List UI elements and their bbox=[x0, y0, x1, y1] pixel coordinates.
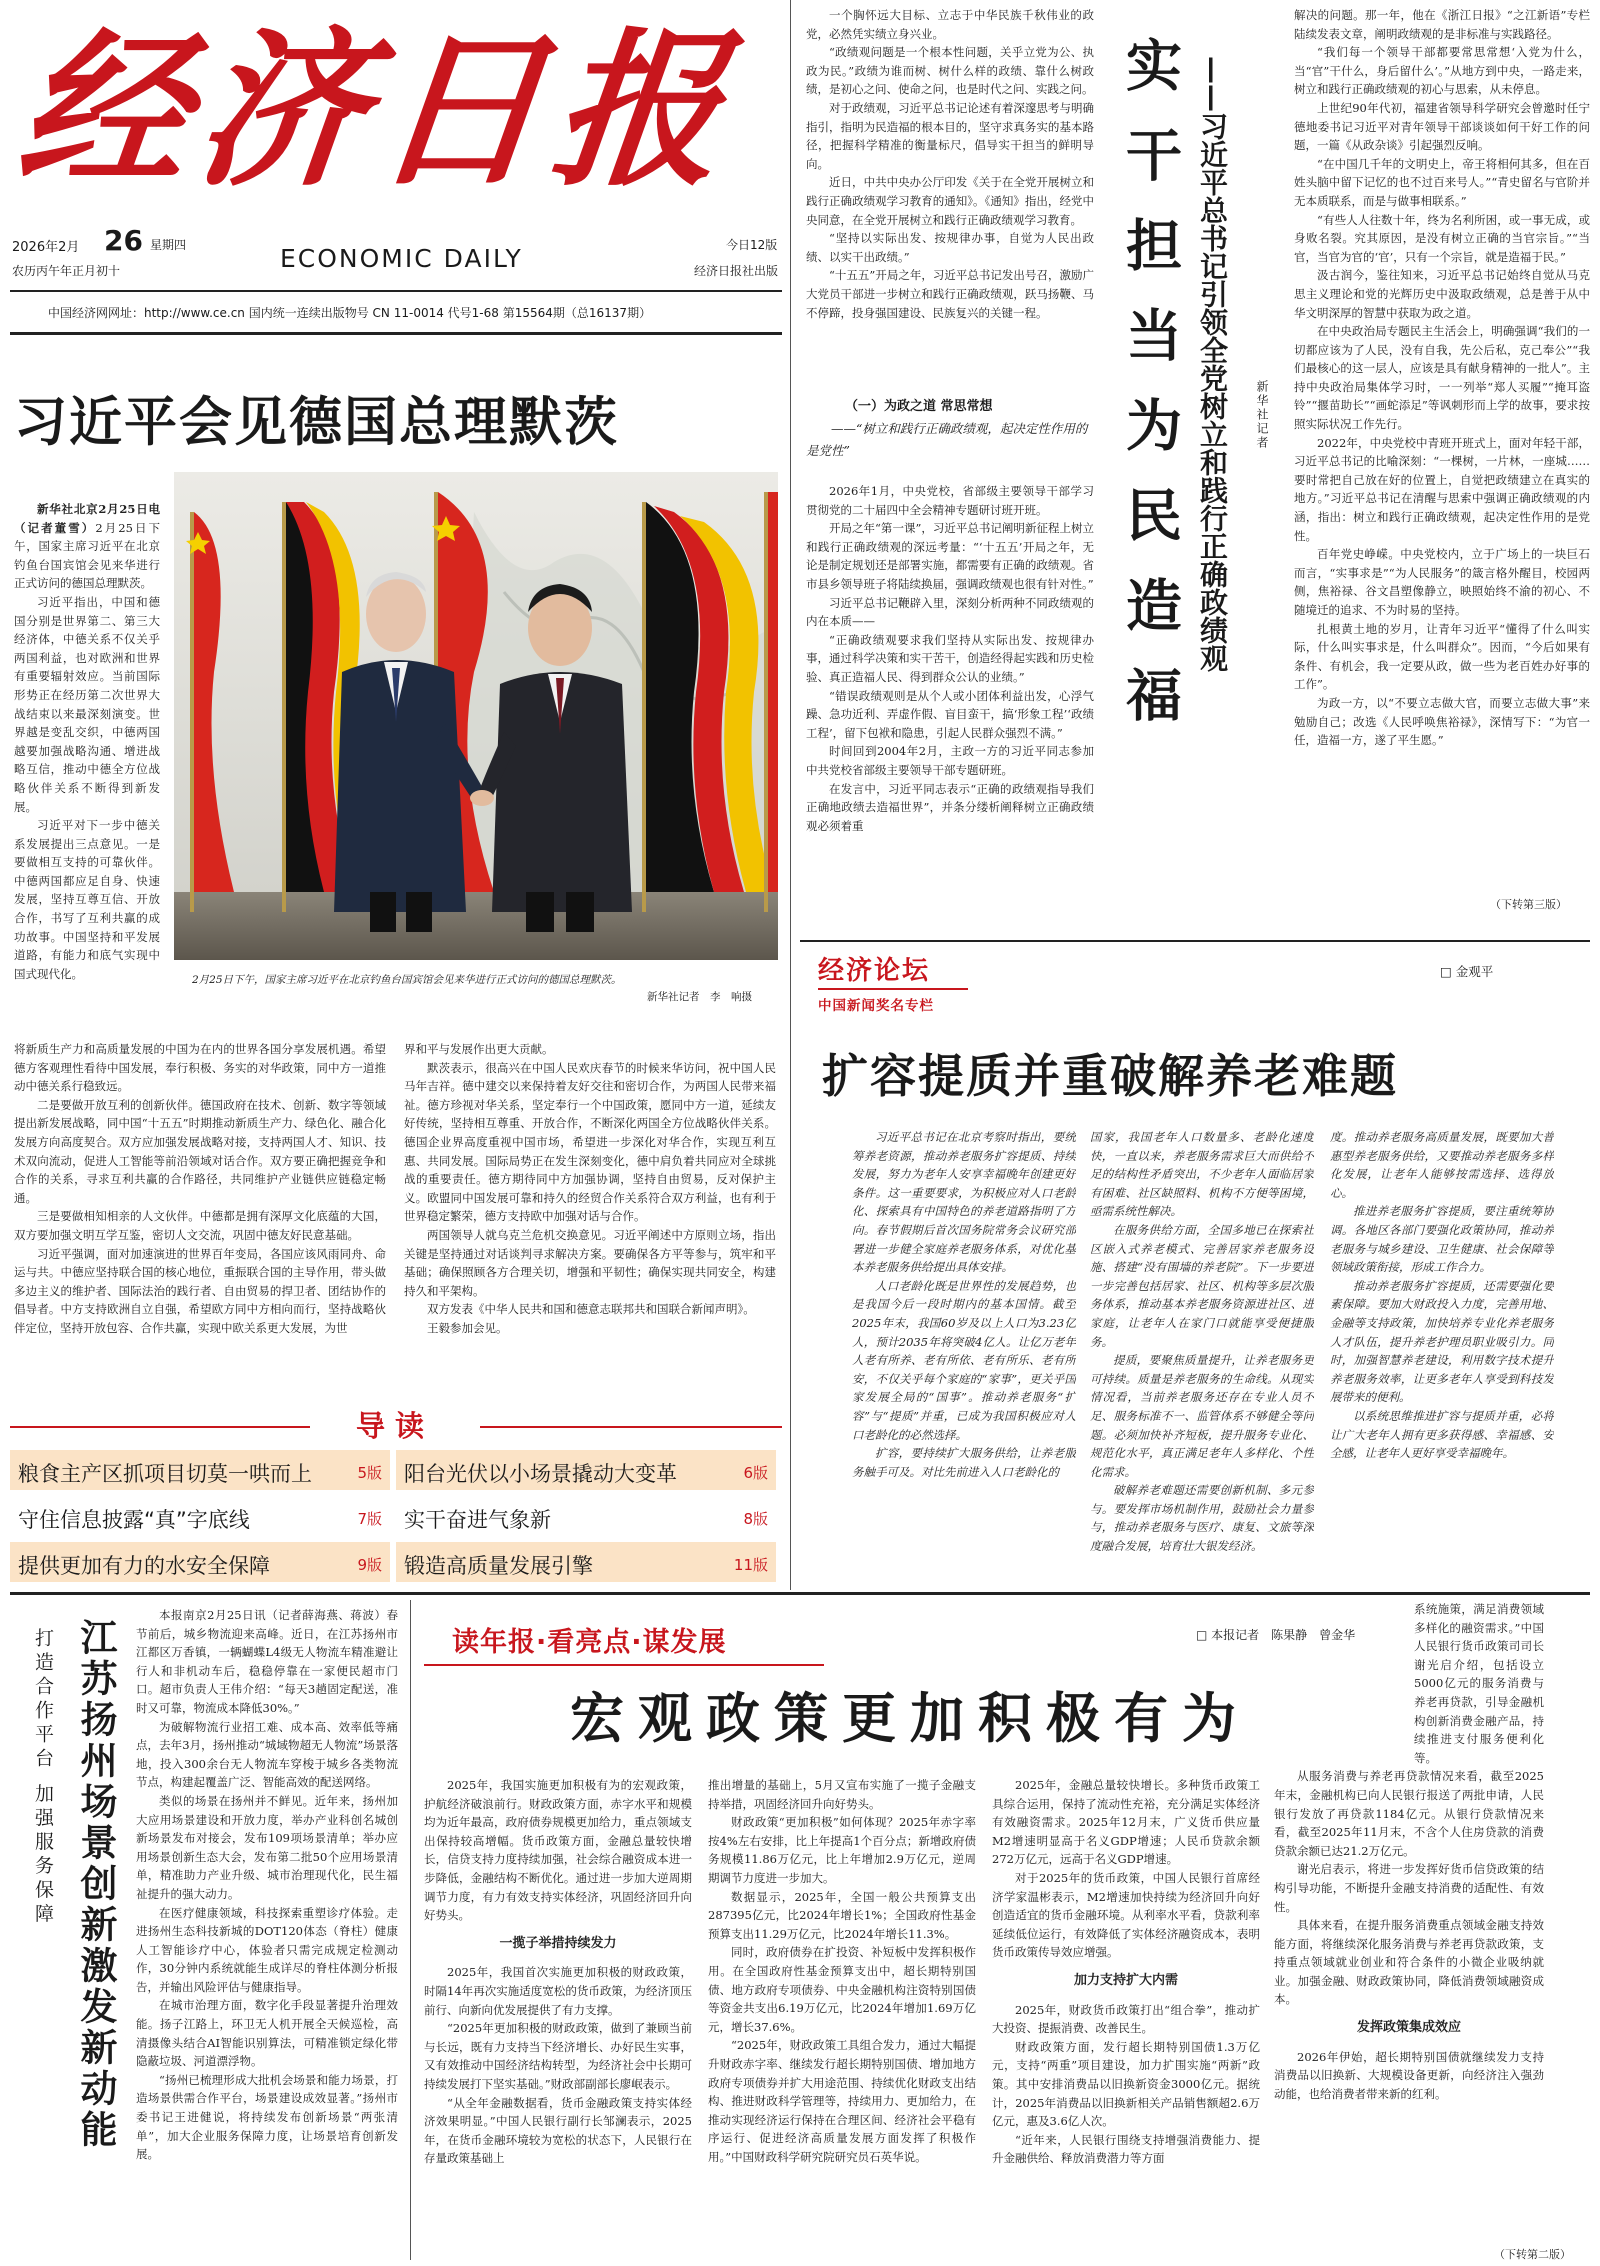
lead-paragraph: 习近平强调，面对加速演进的世界百年变局，各国应该风雨同舟、命运与共。中德应坚持联合国的核心地位，重振联合国的主导作用，带头做多边主义的维护者、国际法治的践行者、自由贸易的捍卫者、团结协作的倡导者。中方支持欧洲自立自强，希望欧方同中方相向而行，坚持战略伙伴定位，坚持开放包容、合作共赢，实现中欧关系更大发展，为世 bbox=[14, 1246, 386, 1335]
forum-paragraph: 习近平总书记在北京考察时指出，要统筹养老资源，推动养老服务扩容提质、持续发展，努力为老年人安享幸福晚年创建更好条件。这一重要要求，为积极应对人口老龄化、探索具有中国特色的养老道路指明了方向。春节假期后首次国务院常务会议研究部署进一步健全家庭养老服务体系，对优化基本养老服务供给提出具体安排。 bbox=[852, 1130, 1076, 1275]
commentary-paragraph: 近日，中共中央办公厅印发《关于在全党开展树立和践行正确政绩观学习教育的通知》。《通知》指出，经党中央同意，在全党开展树立和践行正确政绩观学习教育。 bbox=[806, 175, 1094, 227]
commentary-paragraph: 一个胸怀远大目标、立志于中华民族千秋伟业的政党，必然凭实绩立身兴业。 bbox=[806, 8, 1094, 41]
section-quote: ——“树立和践行正确政绩观，起决定性作用的是党性” bbox=[806, 421, 1088, 458]
forum-author: □ 金观平 bbox=[1440, 964, 1494, 979]
lead-paragraph: 界和平与发展作出更大贡献。 bbox=[404, 1042, 554, 1056]
macro-paragraph: 2025年，财政货币政策打出“组合拳”，推动扩大投资、提振消费、改善民生。 bbox=[992, 2002, 1260, 2036]
yangzhou-paragraph: 本报南京2月25日讯（记者薛海燕、蒋波）春节前后，城乡物流迎来高峰。近日，在江苏扬州市江都区万香镇，一辆蝴蝶L4级无人物流车精准避让行人和非机动车后，稳稳停靠在一家便民超市门口。超市负责人王伟介绍：“每天3趟固定配送，准时又可靠，物流成本降低30%。” bbox=[136, 1608, 398, 1715]
macro-paragraph: “从全年金融数据看，货币金融政策支持实体经济效果明显。”中国人民银行副行长邹澜表示，2025年，在货币金融环境较为宽松的状态下，人民银行在存量政策基础上 bbox=[424, 2095, 692, 2166]
guide-title: 导读 bbox=[355, 1409, 434, 1443]
commentary-continued[interactable]: （下转第三版） bbox=[1490, 898, 1567, 911]
commentary-section-heading bbox=[806, 396, 1094, 462]
lead-paragraph: 将新质生产力和高质量发展的中国为在内的世界各国分享发展机遇。希望德方客观理性看待中国发展，奉行积极、务实的对华政策，同中方一道推动中德关系行稳致远。 bbox=[14, 1042, 386, 1094]
guide-item-title: 阳台光伏以小场景撬动大变革 bbox=[404, 1462, 677, 1486]
commentary-paragraph: “在中国几千年的文明史上，帝王将相何其多，但在百姓头脑中留下记忆的也不过百来号人。”“青史留名与官阶并无本质联系，而是与做事相联系。” bbox=[1294, 156, 1590, 208]
guide-item[interactable] bbox=[10, 1496, 390, 1536]
guide-item[interactable] bbox=[396, 1450, 776, 1490]
forum-column-3 bbox=[1330, 1128, 1554, 1572]
macro-paragraph: 同时，政府债券在扩投资、补短板中发挥积极作用。在全国政府性基金预算支出中，超长期特别国债、地方政府专项债券、中央金融机构注资特别国债等资金共支出6.19万亿元，比2024年增加1.69万亿元，增长37.6%。 bbox=[708, 1945, 976, 2034]
commentary-paragraph: 2022年，中央党校中青班开班式上，面对年轻干部，习近平总书记的比喻深刻：“一棵树，一片林，一座城……要时常把自己放在好的位置上，自觉把政绩建立在真实的地方。”习近平总书记在清醒与思索中强调正确政绩观的内涵，指出：树立和践行正确政绩观，起决定性作用的是党性。 bbox=[1294, 435, 1590, 543]
commentary-subhead: ——习近平总书记引领全党树立和践行正确政绩观 bbox=[1196, 56, 1229, 672]
forum-column-1 bbox=[852, 1128, 1076, 1572]
guide-item[interactable] bbox=[396, 1542, 776, 1582]
guide-item[interactable] bbox=[10, 1542, 390, 1582]
lead-paragraph: 双方发表《中华人民共和国和德意志联邦共和国联合新闻声明》。 bbox=[427, 1302, 755, 1317]
forum-paragraph: 破解养老难题还需要创新机制、多元参与。要发挥市场机制作用，鼓励社会力量参与，推动养老服务与医疗、康复、文旅等深度融合发展，培育壮大银发经济。 bbox=[1090, 1483, 1314, 1554]
commentary-paragraph: 扎根黄土地的岁月，让青年习近平“懂得了什么叫实际，什么叫实事求是，什么叫群众”。因而，“今后如果有条件、有机会，我一定要从政，做一些为老百姓办好事的工作”。 bbox=[1294, 621, 1590, 692]
yangzhou-paragraph: 在医疗健康领域，科技探索重塑诊疗体验。走进扬州生态科技新城的DOT120体态（脊柱）健康人工智能诊疗中心，体验者只需完成规定检测动作，30分钟内系统就能生成详尽的脊柱体测分析报告，并输出风险评估与健康指导。 bbox=[136, 1905, 398, 1994]
guide-box bbox=[10, 1404, 782, 1590]
commentary-paragraph: “错误政绩观则是从个人或小团体利益出发，心浮气躁、急功近利、弄虚作假、盲目蛮干，搞‘形象工程’‘政绩工程’，留下包袱和隐患，引起人民群众强烈不满。” bbox=[806, 688, 1094, 740]
issue-date: 2026年2月 bbox=[12, 240, 80, 255]
macro-headline[interactable]: 宏观政策更加积极有为 bbox=[570, 1686, 1250, 1750]
commentary-paragraph: 汲古润今，鉴往知来，习近平总书记始终自觉从马克思主义理论和党的光辉历史中汲取政绩观，总是善于从中华文明深厚的智慧中获取为政之道。 bbox=[1294, 268, 1590, 320]
commentary-paragraph: 在发言中，习近平同志表示“正确的政绩观指导我们正确地政绩去造福世界”，并条分缕析阐释树立正确政绩观必须着重 bbox=[806, 781, 1094, 833]
forum-paragraph: 扩容，要持续扩大服务供给，让养老服务触手可及。对比先前进入人口老龄化的 bbox=[852, 1446, 1076, 1479]
guide-item-title: 粮食主产区抓项目切莫一哄而上 bbox=[18, 1462, 312, 1486]
commentary-column-3 bbox=[1294, 6, 1590, 894]
forum-column-header bbox=[818, 950, 998, 1022]
english-title: ECONOMIC DAILY bbox=[280, 244, 523, 273]
yangzhou-paragraph: 为破解物流行业招工难、成本高、效率低等痛点，去年3月，扬州推动“城域物超无人物流”场景落地，投入300余台无人物流车穿梭于城乡各类物流节点，构建起覆盖广泛、智能高效的配送网络。 bbox=[136, 1719, 398, 1790]
lead-paragraph: 习近平对下一步中德关系发展提出三点意见。一是要做相互支持的可靠伙伴。中德两国都应足自身、快速发展，坚持互尊互信、开放合作，书写了互利共赢的成功故事。中国坚持和平发展道路，有能力和底气实现中国式现代化。 bbox=[14, 818, 160, 981]
lead-column-2 bbox=[14, 1040, 386, 1432]
lead-photo bbox=[174, 472, 778, 960]
yangzhou-subhead: 打造合作平台 加强服务保障 bbox=[32, 1628, 54, 1928]
commentary-paragraph: “十五五”开局之年，习近平总书记发出号召，激励广大党员干部进一步树立和践行正确政绩观，跃马扬鞭、马不停蹄，投身强国建设、民族复兴的关键一程。 bbox=[806, 268, 1094, 320]
macro-paragraph: 2025年，我国实施更加积极有为的宏观政策，护航经济破浪前行。财政政策方面，赤字水平和规模均为近年最高，政府债券规模更加给力，重点领域支出保持较高增幅。货币政策方面，金融总量较快增长，信贷支持力度持续加强，社会综合融资成本进一步降低，金融结构不断优化。通过进一步加大逆周期调节力度，有力有效支持实体经济，巩固经济回升向好势头。 bbox=[424, 1778, 692, 1923]
lead-paragraph: 默茨表示，很高兴在中国人民欢庆春节的时候来华访问，祝中国人民马年吉祥。德中建交以来保持着友好交往和密切合作，为两国人民带来福祉。德方珍视对华关系，坚定奉行一个中国政策，愿同中方一道，延续友好传统，坚持相互尊重、开放合作，不断深化两国全方位战略伙伴关系。德国企业界高度重视中国市场，希望进一步深化对华合作，实现互利互惠、共同发展。国际局势正在发生深刻变化，德中肩负着共同应对全球挑战的重要责任。德方期待同中方加强协调，坚持自由贸易，反对保护主义。欧盟同中国发展可靠和持久的经贸合作关系符合双方利益，也有利于世界稳定繁荣，德方支持欧中加强对话与合作。 bbox=[404, 1060, 776, 1224]
forum-headline[interactable]: 扩容提质并重破解养老难题 bbox=[822, 1049, 1398, 1103]
commentary-paragraph: “坚持以实际出发、按规律办事，自觉为人民出政绩、以实干出政绩。” bbox=[806, 231, 1094, 264]
commentary-paragraph: 对于政绩观，习近平总书记论述有着深邃思考与明确指引，指明为民造福的根本目的，坚守求真务实的基本路径，把握科学精准的衡量标尺，倡导实干担当的鲜明导向。 bbox=[806, 100, 1094, 171]
commentary-column-1 bbox=[806, 6, 1094, 382]
commentary-paragraph: “政绩观问题是一个根本性问题，关乎立党为公、执政为民。”政绩为谁而树、树什么样的政绩、靠什么树政绩，是初心之问、使命之问，也是时代之问、实践之问。 bbox=[806, 45, 1094, 97]
macro-column-3 bbox=[992, 1776, 1260, 2262]
masthead-logo: 经济日报 bbox=[9, 11, 743, 209]
lead-byline: 新华社北京2月25日电（记者董雪） bbox=[14, 502, 160, 535]
china-flag-right bbox=[766, 492, 778, 912]
macro-paragraph: “近年来，人民银行围绕支持增强消费能力、提升金融供给、释放消费潜力等方面 bbox=[992, 2132, 1260, 2166]
lead-paragraph: 习近平指出，中国和德国分别是世界第二、第三大经济体，中德关系不仅关乎两国利益，也对欧洲和世界有重要辐射效应。当前国际形势正在经历第二次世界大战结束以来最深刻演变。世界越是变乱交织，中德两国越要加强战略沟通、增进战略互信，推动中德全方位战略伙伴关系不断得到新发展。 bbox=[14, 594, 160, 814]
macro-section-title: 加力支持扩大内需 bbox=[1073, 1972, 1178, 1988]
issue-weekday: 星期四 bbox=[150, 238, 187, 252]
commentary-paragraph: 开局之年“第一课”，习近平总书记阐明新征程上树立和践行正确政绩观的深远考量：“‘十五五’开局之年，无论是制定规划还是部署实施，都需要有正确的政绩观。省市县乡领导班子将陆续换届，强调政绩观也很有针对性。” bbox=[806, 521, 1094, 591]
macro-section-title: 一揽子举措持续发力 bbox=[499, 1935, 617, 1951]
commentary-paragraph: 为政一方，以“不要立志做大官，而要立志做大事”来勉励自己；改选《人民呼唤焦裕禄》，深情写下：“为官一任，造福一方，遂了平生愿。” bbox=[1294, 695, 1590, 748]
commentary-byline: 新华社记者 bbox=[1255, 380, 1269, 450]
commentary-paragraph: 百年党史峥嵘。中央党校内，立于广场上的一块巨石而言，“实事求是”“为人民服务”的箴言格外醒目，校园两侧，焦裕禄、谷文昌塑像静立，映照始终不渝的初心、不随境迁的追求、不为时易的坚持。 bbox=[1294, 547, 1590, 617]
forum-paragraph: 人口老龄化既是世界性的发展趋势，也是我国今后一段时期内的基本国情。截至2025年末，我国60岁及以上人口为3.23亿人，预计2035年将突破4亿人。让亿万老年人老有所养、老有所依、老有所乐、老有所安，不仅关乎每个家庭的“家事”，更关乎国家发展全局的“国事”。推动养老服务“扩容”与“提质”并重，已成为我国积极应对人口老龄化的必然选择。 bbox=[852, 1278, 1076, 1442]
lead-paragraph: 两国领导人就乌克兰危机交换意见。习近平阐述中方原则立场，指出关键是坚持通过对话谈判寻求解决方案。要确保各方平等参与，筑牢和平基础；确保照顾各方合理关切，增强和平韧性；确保实现共同安全，构建持久和平架构。 bbox=[404, 1227, 776, 1298]
forum-column-name: 经济论坛 bbox=[818, 956, 931, 986]
forum-paragraph: 提质，要聚焦质量提升，让养老服务更可持续。质量是养老服务的生命线。从现实情况看，当前养老服务还存在专业人员不足、服务标准不一、监管体系不够健全等问题。必须加快补齐短板，提升服务专业化、规范化水平，真正满足老年人多样化、个性化需求。 bbox=[1090, 1353, 1314, 1479]
photo-caption bbox=[192, 972, 772, 1006]
macro-continued[interactable]: （下转第二版） bbox=[1494, 2248, 1571, 2261]
lead-paragraph: 三是要做相知相亲的人文伙伴。中德都是拥有深厚文化底蕴的大国，双方要加强文明互学互鉴，密切人文交流，巩固中德友好民意基础。 bbox=[14, 1209, 386, 1242]
macro-paragraph: “2025年，财政政策工具组合发力，通过大幅提升财政赤字率、继续发行超长期特别国债、增加地方政府专项债券并扩大用途范围、持续优化财政支出结构、推进财政科学管理等，持续用力、更加给力，在推动实现经济运行保持在合理区间、经济社会平稳有序运行、促进经济高质量发展方面发挥了积极作用。”中国财政科学研究院研究员石英华说。 bbox=[708, 2038, 976, 2164]
guide-item-page: 5版 bbox=[357, 1464, 382, 1482]
meeting-photo bbox=[174, 472, 778, 960]
lead-paragraph: 二是要做开放互利的创新伙伴。德国政府在技术、创新、数字等领域提出新发展战略，同中国“十五五”时期推动新质生产力、绿色化、融合化发展方向高度契合。双方应加强发展战略对接，支持两国人才、知识、技术双向流动，促进人工智能等前沿领域对话合作。双方要正确把握竞争和合作的关系，寻求互利共赢的合作路径，共同维护产业链供应链稳定畅通。 bbox=[14, 1097, 386, 1205]
commentary-column-2 bbox=[806, 482, 1094, 918]
commentary-paragraph: “我们每一个领导干部都要常思常想‘入党为什么，当“官”干什么，身后留什么’。”从地方到中央，一路走来，树立和践行正确政绩观的初心与思索，从未停息。 bbox=[1294, 45, 1590, 97]
forum-paragraph: 推动养老服务扩容提质，还需要强化要素保障。要加大财政投入力度，完善用地、金融等支持政策，加快培养专业化养老服务人才队伍，提升养老护理员职业吸引力。同时，加强智慧养老建设，利用数字技术提升养老服务效率，让更多老年人享受到科技发展带来的便利。 bbox=[1330, 1278, 1554, 1405]
macro-paragraph: 系统施策，满足消费领域多样化的融资需求。”中国人民银行货币政策司司长谢光启介绍，包括设立5000亿元的服务消费与养老再贷款，引导金融机构创新消费金融产品，持续推进支付服务便利化等。 bbox=[1414, 1602, 1544, 1765]
macro-paragraph: 2025年，我国首次实施更加积极的财政政策，时隔14年再次实施适度宽松的货币政策，为经济顶压前行、向新向优发展提供了有力支撑。 bbox=[424, 1965, 692, 2017]
lead-headline[interactable]: 习近平会见德国总理默茨 bbox=[14, 392, 619, 453]
forum-paragraph: 度。推动养老服务高质量发展，既要加大普惠型养老服务供给，又要推动养老服务多样化发展，让老年人能够按需选择、选得放心。 bbox=[1330, 1130, 1554, 1200]
commentary-paragraph: 在中央政治局专题民主生活会上，明确强调“我们的一切都应该为了人民，没有自我，先公后私，克己奉公”“我们最核心的这一层人，应该是具有献身精神的一批人”。主持中央政治局集体学习时，一一列举“郑人买履”“掩耳盗铃”“揠苗助长”“画蛇添足”等讽刺形而上学的故事，要求按照实际状况工作先行。 bbox=[1294, 324, 1590, 432]
macro-paragraph: “2025年更加积极的财政政策，做到了兼顾当前与长远，既有力支持当下经济增长、办好民生实事，又有效推动中国经济结构转型，为经济社会中长期可持续发展打下坚实基础。”财政部副部长廖岷表示。 bbox=[424, 2021, 692, 2091]
lead-paragraph: 王毅参加会见。 bbox=[427, 1320, 508, 1335]
forum-paragraph: 国家，我国老年人口数量多、老龄化速度快，一直以来，养老服务需求巨大而供给不足的结构性矛盾突出，不少老年人面临居家有困难、社区缺照料、机构不方便等困境，亟需系统性解决。 bbox=[1090, 1130, 1314, 1219]
yangzhou-paragraph: “扬州已梳理形成大批机会场景和能力场景，打造场景供需合作平台，场景建设成效显著。”扬州市委书记王进健说，将持续发布创新场景“两张清单”，加大企业服务保障力度，让场景培育创新发展。 bbox=[136, 2072, 398, 2162]
guide-item-page: 6版 bbox=[743, 1464, 768, 1482]
guide-item-page: 9版 bbox=[357, 1556, 382, 1574]
commentary-paragraph: 上世纪90年代初，福建省领导科学研究会曾邀时任宁德地委书记习近平对青年领导干部谈谈如何干好工作的问题，一篇《从政杂谈》引起强烈反响。 bbox=[1294, 100, 1590, 153]
macro-byline: □ 本报记者 陈果静 曾金华 bbox=[1196, 1628, 1356, 1642]
macro-section-title: 发挥政策集成效应 bbox=[1356, 2020, 1461, 2036]
lunar-date: 农历丙午年正月初十 bbox=[12, 264, 121, 278]
commentary-paragraph: 2026年1月，中央党校，省部级主要领导干部学习贯彻党的二十届四中全会精神专题研讨班开班。 bbox=[806, 484, 1094, 517]
guide-list bbox=[10, 1450, 782, 1590]
issue-day: 26 bbox=[104, 224, 143, 257]
lead-column-3 bbox=[404, 1040, 776, 1402]
macro-paragraph: 推出增量的基础上，5月又宣布实施了一揽子金融支持举措，巩固经济回升向好势头。 bbox=[708, 1778, 976, 1811]
forum-column-2 bbox=[1090, 1128, 1314, 1572]
photo-credit: 新华社记者 李 响摄 bbox=[647, 991, 752, 1003]
macro-paragraph: 2025年，金融总量较快增长。多种货币政策工具综合运用，保持了流动性充裕，充分满足实体经济有效融资需求。2025年12月末，广义货币供应量M2增速明显高于名义GDP增速；人民币贷款余额272万亿元，远高于名义GDP增速。 bbox=[992, 1778, 1260, 1867]
guide-item-title: 提供更加有力的水安全保障 bbox=[18, 1554, 270, 1578]
commentary-paragraph: “正确政绩观要求我们坚持从实际出发、按规律办事，通过科学决策和实干苦干，创造经得起实践和历史检验、真正造福人民、得到群众公认的业绩。” bbox=[806, 632, 1094, 684]
guide-item[interactable] bbox=[10, 1450, 390, 1490]
macro-paragraph: 具体来看，在提升服务消费重点领域金融支持效能方面，将继续深化服务消费与养老再贷款政策，支持重点领域就业创业和符合条件的小微企业吸纳就业。加强金融、财政政策协同，降低消费领域融资成本。 bbox=[1274, 1918, 1544, 2007]
macro-paragraph: 财政政策“更加积极”如何体现？2025年赤字率按4%左右安排，比上年提高1个百分点；新增政府债务规模11.86万亿元，比上年增加2.9万亿元，逆周期调节力度进一步加大。 bbox=[708, 1815, 976, 1885]
commentary-paragraph: 习近平总书记鞭辟入里，深刻分析两种不同政绩观的内在本质—— bbox=[806, 595, 1094, 629]
masthead bbox=[0, 0, 800, 342]
guide-item[interactable] bbox=[396, 1496, 776, 1536]
forum-paragraph: 在服务供给方面，全国多地已在探索社区嵌入式养老模式、完善居家养老服务设施、搭建“没有围墙的养老院”。下一步要进一步完善包括居家、社区、机构等多层次服务体系，推动基本养老服务资源进社区、进家庭，让老年人在家门口就能享受便捷服务。 bbox=[1090, 1222, 1314, 1349]
yangzhou-headline[interactable]: 江苏扬州场景创新激发新动能 bbox=[74, 1618, 117, 2151]
page-count: 今日12版 bbox=[726, 238, 778, 252]
commentary-paragraph: “有些人人往数十年，终为名利所困，或一事无成，或身败名裂。究其原因，是没有树立正确的当官宗旨。”“当官，当官为官的‘官’，只有一个宗旨，就是造福于民。” bbox=[1294, 212, 1590, 264]
photo-caption-text: 2月25日下午，国家主席习近平在北京钓鱼台国宾馆会见来华进行正式访问的德国总理默茨。 bbox=[192, 974, 622, 986]
macro-paragraph: 2026年伊始，超长期特别国债就继续发力支持消费品以旧换新、大规模设备更新，向经济注入强劲动能，也给消费者带来新的红利。 bbox=[1274, 2049, 1544, 2101]
guide-item-page: 8版 bbox=[743, 1510, 768, 1528]
macro-paragraph: 数据显示，2025年，全国一般公共预算支出287395亿元，比2024年增长1%；全国政府性基金预算支出11.29万亿元，比2024年增长11.3%。 bbox=[708, 1889, 976, 1941]
forum-paragraph: 以系统思维推进扩容与提质并重，必将让广大老年人拥有更多获得感、幸福感、安全感，让老年人更好享受幸福晚年。 bbox=[1330, 1408, 1554, 1461]
yangzhou-body bbox=[136, 1606, 398, 2256]
guide-item-page: 7版 bbox=[357, 1510, 382, 1528]
macro-paragraph: 从服务消费与养老再贷款情况来看，截至2025年末，金融机构已向人民银行报送了两批申请，人民银行发放了再贷款1184亿元。从银行贷款情况来看，截至2025年11月末，不含个人住房贷款的消费贷款余额已达21.2万亿元。 bbox=[1274, 1769, 1544, 1858]
macro-paragraph: 谢光启表示，将进一步发挥好货币信贷政策的结构引导功能，不断提升金融支持消费的适配性、有效性。 bbox=[1274, 1862, 1544, 1914]
macro-column-1 bbox=[424, 1776, 692, 2262]
guide-item-title: 实干奋进气象新 bbox=[404, 1508, 551, 1532]
forum-paragraph: 推进养老服务扩容提质，要注重统筹协调。各地区各部门要强化政策协同，推动养老服务与城乡建设、卫生健康、社会保障等领域政策衔接，形成工作合力。 bbox=[1330, 1204, 1554, 1275]
masthead-dateline bbox=[12, 224, 782, 282]
forum-column-sub: 中国新闻奖名专栏 bbox=[818, 998, 934, 1014]
commentary-headline[interactable]: 实干担当为民造福 bbox=[1117, 36, 1182, 756]
lead-column-1 bbox=[14, 500, 160, 1040]
yangzhou-paragraph: 在城市治理方面，数字化手段显著提升治理效能。扬子江路上，环卫无人机开展全天候巡检，高清摄像头结合AI智能识别算法，可精准锁定绿化带隐蔽垃圾、河道漂浮物。 bbox=[136, 1998, 398, 2069]
yangzhou-paragraph: 类似的场景在扬州并不鲜见。近年来，扬州加大应用场景建设和开放力度，举办产业科创名城创新场景发布对接会，发布109项场景清单；举办应用场景创新生态大会，发布第二批50个应用场景清单，精准助力产业升级、城市治理现代化，民生福祉提升的强大动力。 bbox=[136, 1793, 398, 1901]
guide-item-title: 锻造高质量发展引擎 bbox=[404, 1554, 593, 1578]
publisher: 经济日报社出版 bbox=[694, 264, 779, 278]
macro-column-4 bbox=[1274, 1600, 1544, 2260]
macro-paragraph: 对于2025年的货币政策，中国人民银行首席经济学家温彬表示，M2增速加快持续为经济回升向好创造适宜的货币金融环境。从利率水平看，贷款利率延续低位运行，有效降低了实体经济融资成本，表明货币政策传导效应增强。 bbox=[992, 1870, 1260, 1960]
macro-paragraph: 财政政策方面，发行超长期特别国债1.3万亿元，支持“两重”项目建设，加力扩围实施“两新”政策。其中安排消费品以旧换新资金3000亿元。据统计，2025年消费品以旧换新相关产品销售额超2.6万亿元，惠及3.6亿人次。 bbox=[992, 2039, 1260, 2129]
commentary-paragraph: 时间回到2004年2月，主政一方的习近平同志参加中共党校省部级主要领导干部专题研班。 bbox=[806, 744, 1094, 777]
macro-banner: 读年报·看亮点·谋发展 bbox=[452, 1627, 727, 1658]
commentary-paragraph: 解决的问题。那一年，他在《浙江日报》“之江新语”专栏陆续发表文章，阐明政绩观的是非标准与实践路径。 bbox=[1294, 8, 1590, 41]
publication-info: 中国经济网网址：http://www.ce.cn 国内统一连续出版物号 CN 11-0014 代号1-68 第15564期（总16137期） bbox=[48, 306, 652, 320]
section-title: （一）为政之道 常思常想 bbox=[845, 399, 993, 414]
lead-paragraph: 2月25日下午，国家主席习近平在北京钓鱼台国宾馆会见来华进行正式访问的德国总理默茨。 bbox=[14, 520, 160, 591]
guide-item-title: 守住信息披露“真”字底线 bbox=[18, 1508, 250, 1532]
guide-item-page: 11版 bbox=[733, 1556, 768, 1574]
macro-column-2 bbox=[708, 1776, 976, 2262]
